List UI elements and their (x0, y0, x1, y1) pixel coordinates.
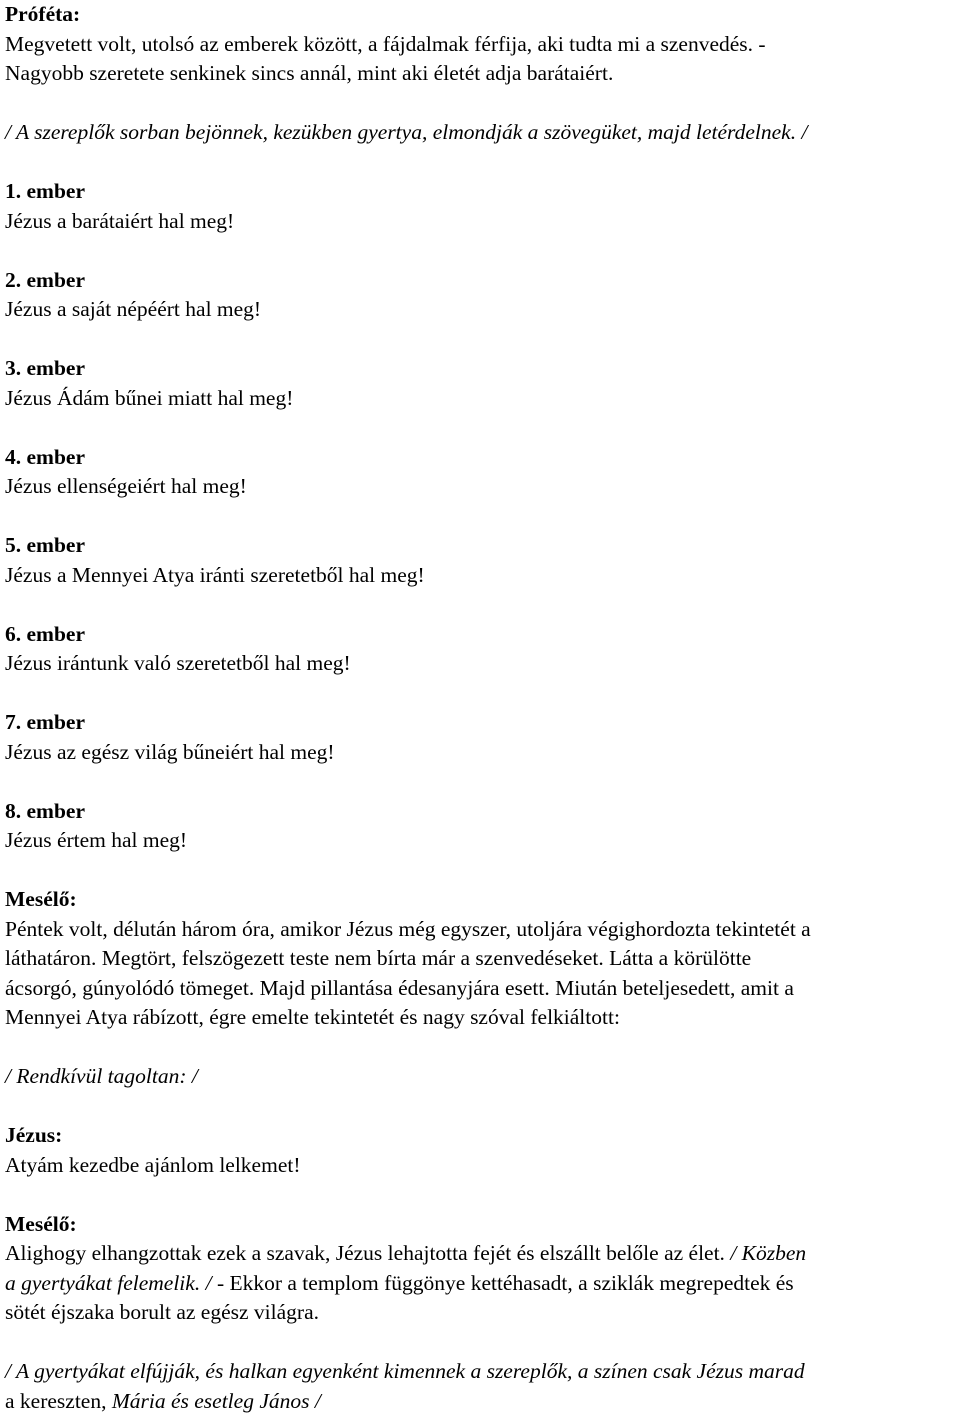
profeta-line-1: Megvetett volt, utolsó az emberek között, a fájdalmak férfija, aki tudta mi a szenvedés. - (5, 30, 954, 60)
stage-direction-3-line-2-text: a kereszten, (5, 1389, 112, 1413)
stage-direction-3 (5, 1357, 954, 1416)
ember-1-line: Jézus a barátaiért hal meg! (5, 207, 954, 237)
meselo-1-line-4: Mennyei Atya rábízott, égre emelte tekintetét és nagy szóval felkiáltott: (5, 1003, 954, 1033)
stage-direction-2: / Rendkívül tagoltan: / (5, 1062, 954, 1092)
meselo-2-line-2-stage: a gyertyákat felemelik. / (5, 1271, 212, 1295)
speaker-ember-7: 7. ember (5, 708, 954, 738)
ember-6 (5, 620, 954, 679)
ember-2-line: Jézus a saját népéért hal meg! (5, 295, 954, 325)
meselo-1-line-1: Péntek volt, délután három óra, amikor Jézus még egyszer, utoljára végighordozta tekintetét a (5, 915, 954, 945)
ember-3-line: Jézus Ádám bűnei miatt hal meg! (5, 384, 954, 414)
meselo-1-line-2: láthatáron. Megtört, felszögezett teste nem bírta már a szenvedéseket. Látta a körülötte (5, 944, 954, 974)
meselo-2-line-2 (5, 1269, 954, 1299)
stage-direction-1: / A szereplők sorban bejönnek, kezükben gyertya, elmondják a szövegüket, majd letérdelnek. / (5, 118, 954, 148)
speaker-ember-8: 8. ember (5, 797, 954, 827)
meselo-2-line-1 (5, 1239, 954, 1269)
meselo-2-line-3: sötét éjszaka borult az egész világra. (5, 1298, 954, 1328)
ember-1 (5, 177, 954, 236)
ember-3 (5, 354, 954, 413)
speaker-ember-4: 4. ember (5, 443, 954, 473)
stage-direction-3-line-1: / A gyertyákat elfújják, és halkan egyenként kimennek a szereplők, a színen csak Jézus marad (5, 1357, 954, 1387)
profeta-section (5, 0, 954, 89)
stage-direction-3-line-2-stage: Mária és esetleg János / (112, 1389, 321, 1413)
ember-6-line: Jézus irántunk való szeretetből hal meg! (5, 649, 954, 679)
meselo-1-line-3: ácsorgó, gúnyolódó tömeget. Majd pillantása édesanyjára esett. Miután beteljesedett, amit a (5, 974, 954, 1004)
meselo-section-2 (5, 1210, 954, 1328)
ember-8-line: Jézus értem hal meg! (5, 826, 954, 856)
ember-list (5, 177, 954, 856)
jezus-section (5, 1121, 954, 1180)
speaker-meselo-2: Mesélő: (5, 1210, 954, 1240)
ember-7 (5, 708, 954, 767)
ember-5-line: Jézus a Mennyei Atya iránti szeretetből hal meg! (5, 561, 954, 591)
speaker-ember-3: 3. ember (5, 354, 954, 384)
jezus-line: Atyám kezedbe ajánlom lelkemet! (5, 1151, 954, 1181)
speaker-jezus: Jézus: (5, 1121, 954, 1151)
ember-5 (5, 531, 954, 590)
speaker-ember-2: 2. ember (5, 266, 954, 296)
speaker-ember-1: 1. ember (5, 177, 954, 207)
meselo-2-line-1-text: Alighogy elhangzottak ezek a szavak, Jézus lehajtotta fejét és elszállt belőle az élet. (5, 1241, 730, 1265)
meselo-section-1 (5, 885, 954, 1033)
speaker-ember-5: 5. ember (5, 531, 954, 561)
ember-4-line: Jézus ellenségeiért hal meg! (5, 472, 954, 502)
speaker-meselo-1: Mesélő: (5, 885, 954, 915)
ember-7-line: Jézus az egész világ bűneiért hal meg! (5, 738, 954, 768)
meselo-2-line-1-stage: / Közben (730, 1241, 806, 1265)
ember-2 (5, 266, 954, 325)
ember-4 (5, 443, 954, 502)
speaker-profeta: Próféta: (5, 0, 954, 30)
ember-8 (5, 797, 954, 856)
stage-direction-3-line-2 (5, 1387, 954, 1416)
profeta-line-2: Nagyobb szeretete senkinek sincs annál, mint aki életét adja barátaiért. (5, 59, 954, 89)
meselo-2-line-2-text: - Ekkor a templom függönye kettéhasadt, a sziklák megrepedtek és (212, 1271, 794, 1295)
speaker-ember-6: 6. ember (5, 620, 954, 650)
